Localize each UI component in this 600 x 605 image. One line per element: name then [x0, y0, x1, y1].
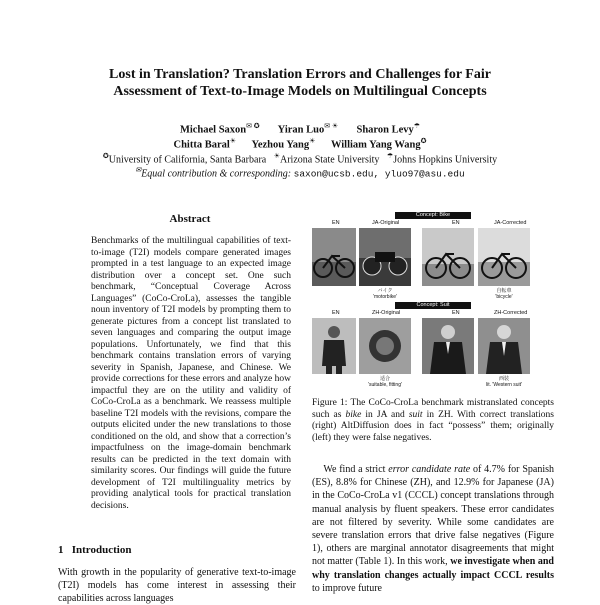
image-zh-corrected-suit — [478, 318, 530, 374]
abstract-heading: Abstract — [169, 213, 211, 225]
label-ja-corrected: JA-Corrected — [494, 220, 527, 226]
title-line-1: Lost in Translation? Translation Errors and Challenges for Fair — [109, 67, 491, 82]
body-strong: we investigate when and why translation changes actually impact CCCL results — [312, 556, 554, 581]
affiliation: Arizona State University — [280, 154, 380, 166]
affiliation: Johns Hopkins University — [393, 154, 498, 166]
body-paragraph — [312, 463, 554, 595]
correspondence: ✉Equal contribution & corresponding: saxon@ucsb.edu, yluo97@asu.edu — [135, 166, 465, 180]
concept-bike-label: Concept: Bike — [395, 212, 471, 219]
label-zh-original: ZH-Original — [372, 310, 401, 316]
correspondence-emails[interactable]: saxon@ucsb.edu, yluo97@asu.edu — [293, 168, 465, 180]
author-name: Michael Saxon — [179, 124, 247, 136]
ja-corrected-gloss: 'bicycle' — [495, 294, 513, 300]
figure-caption — [312, 398, 554, 444]
body-text: to improve future — [312, 582, 382, 594]
body-text: We find a strict — [323, 464, 389, 475]
affiliation: University of California, Santa Barbara — [108, 154, 267, 166]
zh-original-word: 适合 — [379, 376, 390, 382]
author-name: Sharon Levy — [356, 124, 414, 136]
concept-suit-label: Concept: Suit — [395, 302, 471, 309]
title-line-2: Assessment of Text-to-Image Models on Multilingual Concepts — [113, 84, 487, 99]
image-en-suit — [312, 318, 356, 374]
paper-title — [40, 66, 560, 100]
label-en: EN — [452, 310, 460, 316]
caption-text: in JA and — [361, 409, 409, 420]
zh-corrected-word: 西装 — [498, 376, 509, 382]
image-en-suit-2 — [422, 318, 474, 374]
label-en: EN — [332, 220, 340, 226]
caption-word-suit: suit — [408, 409, 423, 420]
author-name: William Yang Wang — [330, 139, 421, 151]
label-ja-original: JA-Original — [372, 220, 400, 226]
caption-text: in ZH. With correct translations (right) AltDiffusion does in fact “possess” them; originally (left) they were false negatives. — [312, 409, 555, 443]
figure-1 — [312, 212, 554, 392]
authors-row-1: Michael Saxon✉ ✪ Yiran Luo✉ ☀ Sharon Levy☂ — [179, 122, 421, 136]
label-en: EN — [452, 220, 460, 226]
abstract-body: Benchmarks of the multilingual capabilities of text-to-image (T2I) models compare generated images prompted in a test language to an expected image distribution over a concept set. One such benchmark, “Conceptual Coverage Across Languages” (CoCo-CroLa), assesses the tangible noun inventory of T2I models by prompting them to generate pictures from a concept list translated to seven languages and comparing the output image populations. Unfortunately, we find that this benchmark contains translation errors of varying severity in Spanish, Japanese, and Chinese. We provide corrections for these errors and analyze how impactful they are on the utility and validity of CoCo-CroLa as a benchmark. We reassess multiple baseline T2I models with the revisions, compare the outputs elicited under the new translations to those conditioned on the old, and show that a correction’s impactfulness on the image-domain benchmark results can be predicted in the text domain with similarity scores. Our findings will guide the future development of T2I multilinguality metrics by providing analytical tools for practical translation decisions. — [91, 236, 291, 511]
section-number: 1 — [58, 544, 64, 556]
zh-corrected-gloss: lit. 'Western suit' — [486, 382, 522, 388]
author-name: Chitta Baral — [173, 139, 230, 151]
label-zh-corrected: ZH-Corrected — [494, 310, 528, 316]
body-text: of 4.7% for Spanish (ES), 8.8% for Chinese (ZH), and 12.9% for Japanese (JA) in the CoCo-CroLa v1 (CCCL) concept translations through manual analysis by fluent speakers. These error candidates are not filtered by severity. While some candidates are severe translation errors that drive false negatives (Figure 1), others are marginal annotator disagreements that might not matter (Table 1). In this work, — [312, 464, 555, 568]
author-name: Yezhou Yang — [251, 139, 310, 151]
image-zh-original-fitting — [359, 318, 411, 374]
authors-row-2: Chitta Baral☀ Yezhou Yang☀ William Yang Wang✪ — [173, 137, 427, 151]
ja-corrected-word: 自転車 — [496, 288, 512, 294]
label-en: EN — [332, 310, 340, 316]
author-name: Yiran Luo — [277, 124, 325, 136]
image-en-bike-2 — [422, 228, 474, 286]
image-en-bike — [312, 228, 356, 286]
ja-original-word: バイク — [377, 288, 393, 294]
caption-word-bike: bike — [345, 409, 362, 420]
affiliations: ✪University of California, Santa Barbara ☀Arizona State University ☂Johns Hopkins University — [102, 152, 498, 166]
caption-text: The CoCo-CroLa benchmark mistranslated concepts such as — [312, 398, 554, 420]
body-emphasis: error candidate rate — [388, 464, 471, 475]
correspondence-label: Equal contribution & corresponding — [141, 168, 288, 180]
intro-paragraph: With growth in the popularity of generative text-to-image (T2I) models has come interest in assessing their capabilities across languages — [58, 567, 296, 604]
section-heading — [58, 544, 131, 556]
section-title: Introduction — [71, 544, 132, 556]
ja-original-gloss: 'motorbike' — [373, 294, 397, 300]
caption-label: Figure 1: — [312, 398, 348, 408]
image-ja-original-motorbike — [359, 228, 411, 286]
zh-original-gloss: 'suitable, fitting' — [368, 382, 402, 388]
image-ja-corrected-bicycle — [478, 228, 530, 286]
